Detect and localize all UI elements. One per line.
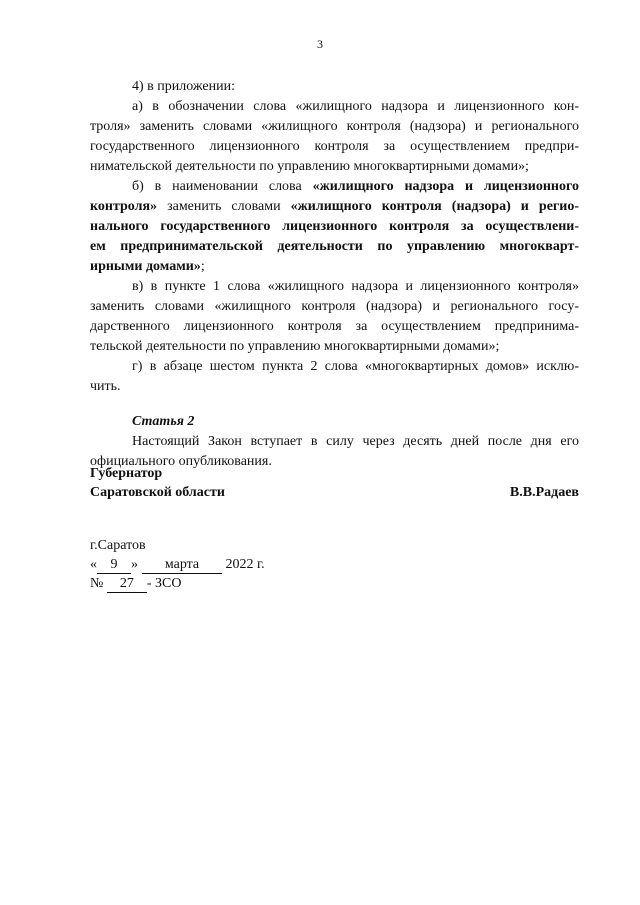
subitem-b-line: нального государственного лицензионного контроля за осуществлени- [90,219,579,234]
subitem-b-line: ем предпринимательской деятельности по управлению многокварт- [90,239,579,254]
bold-text-run: «жилищного надзора и лицензионного [312,179,579,194]
subitem-a-line: нимательской деятельности по управлению многоквартирными домами»; [90,159,529,174]
subitem-b-line [90,257,579,277]
number-suffix: - ЗСО [146,576,182,591]
signatory-region: Саратовской области [90,485,225,500]
text-run: б) в наименовании слова [132,179,313,194]
date-line [90,555,265,574]
subitem-b-line [90,197,579,217]
subitem-a-line: троля» заменить словами «жилищного контроля (надзора) и регионального [90,119,579,134]
subitem-g-line: г) в абзаце шестом пункта 2 слова «многоквартирных домов» исклю- [132,359,579,374]
bold-text-run: контроля» [90,199,158,214]
page-number: 3 [317,37,323,51]
subitem-g-line: чить. [90,379,121,394]
document-number: 27 [107,576,147,593]
article-2-line: Настоящий Закон вступает в силу через десять дней после дня его [132,434,579,449]
subitem-a-line: а) в обозначении слова «жилищного надзора и лицензионного кон- [132,99,579,114]
signatory-title: Губернатор [90,466,163,481]
article-2-heading: Статья 2 [132,414,195,429]
document-body [90,77,579,472]
date-month: марта [142,557,222,574]
bold-text-run: «жилищного контроля (надзора) и регио- [290,199,580,214]
number-line [90,574,265,593]
subitem-a [90,97,579,177]
date-close-quote: » [131,557,138,572]
subitem-v-line: в) в пункте 1 слова «жилищного надзора и лицензионного контроля» [132,279,579,294]
subitem-a-line: государственного лицензионного контроля за осуществлением предпри- [90,139,579,154]
signature-block [90,464,579,502]
date-open-quote: « [90,557,97,572]
number-sign: № [90,576,104,591]
text-run: заменить словами [157,199,291,214]
bold-text-run: ирными домами» [90,259,201,274]
signatory-name: В.В.Радаев [509,485,579,500]
text-run: ; [200,259,205,274]
date-day: 9 [97,557,131,574]
city: г.Саратов [90,538,146,553]
article-2-line: официального опубликования. [90,454,272,469]
document-footer [90,536,265,593]
subitem-v-line: тельской деятельности по управлению многоквартирными домами»; [90,339,500,354]
subitem-v-line: заменить словами «жилищного контроля (надзора) и регионального госу- [90,299,579,314]
subitem-v [90,277,579,357]
subitem-b [90,177,579,277]
subitem-v-line: дарственного лицензионного контроля за осуществлением предпринима- [90,319,579,334]
subitem-b-line [90,177,579,197]
subitem-g [90,357,579,397]
date-year: 2022 г. [225,557,265,572]
item4-intro: 4) в приложении: [132,79,235,94]
